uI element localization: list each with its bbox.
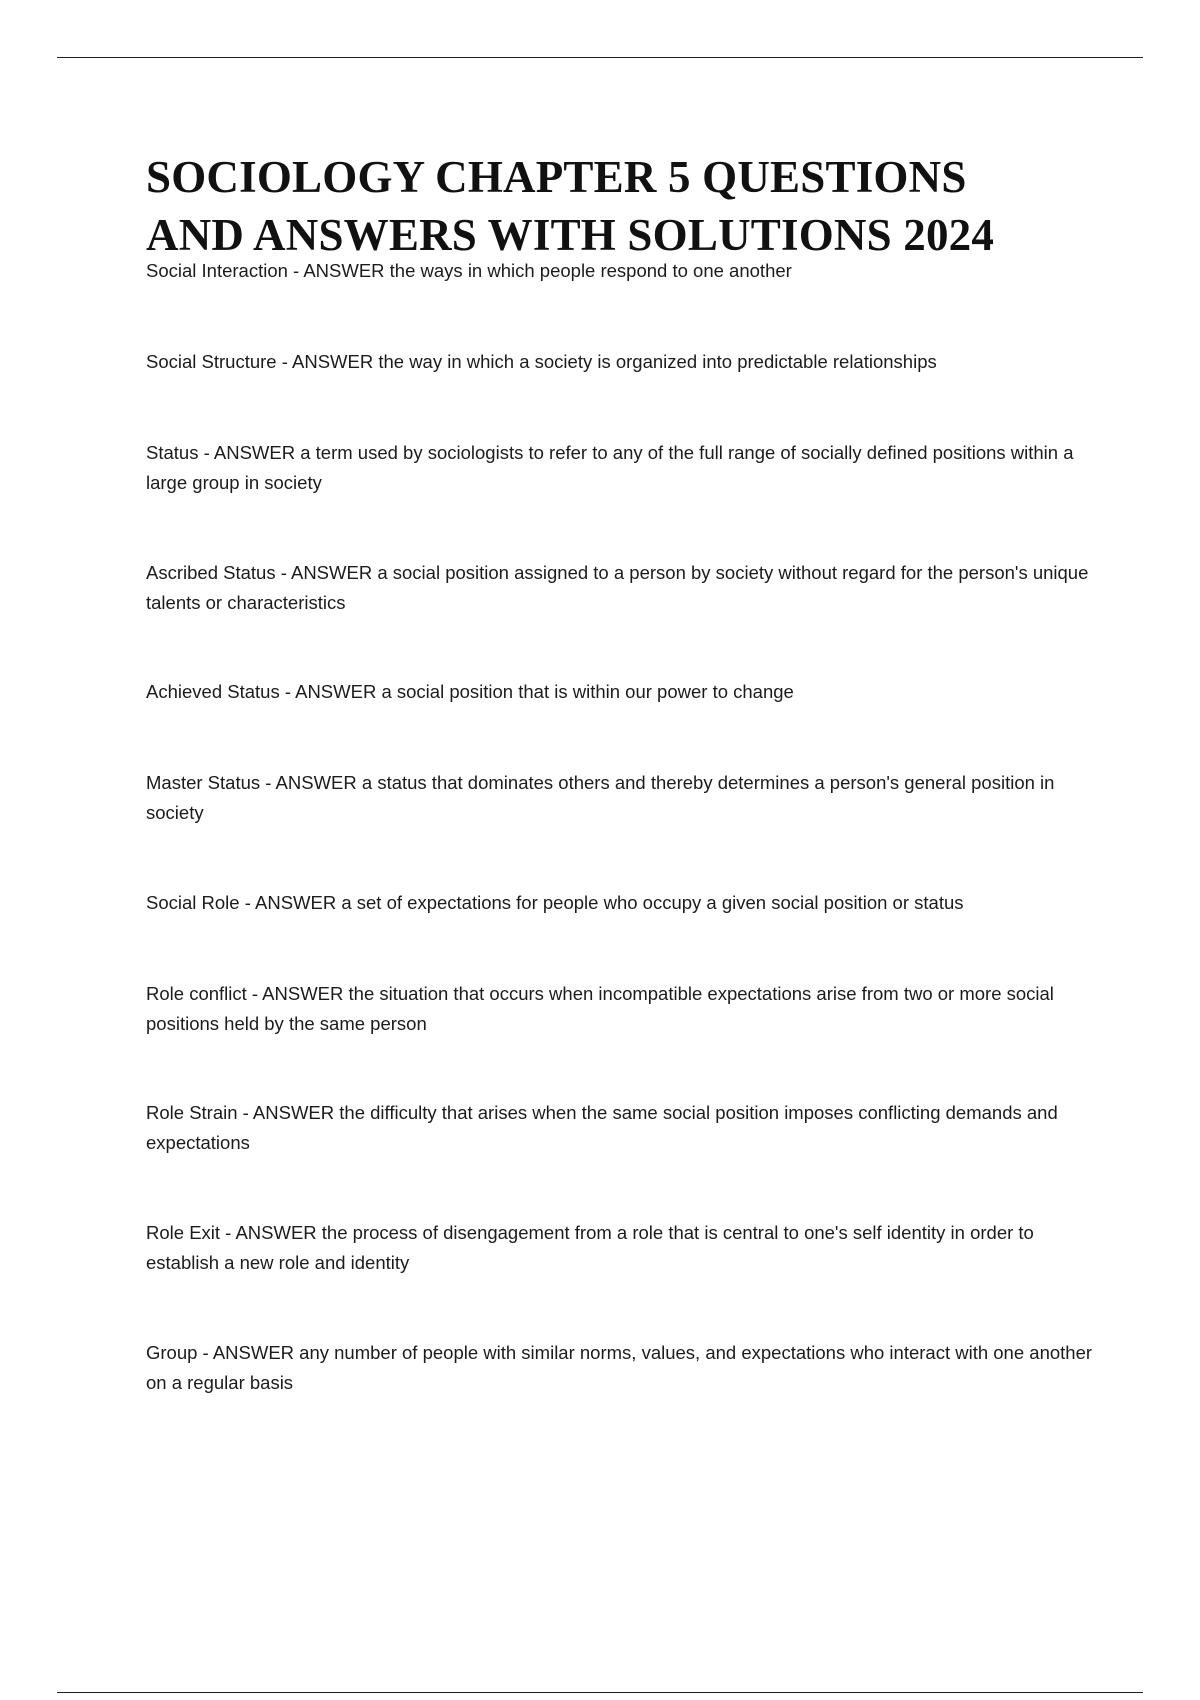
qa-item-group: Group - ANSWER any number of people with similar norms, values, and expectations who interact with one another on a regular basis (146, 1342, 1093, 1393)
document-title (146, 148, 1096, 264)
document-body (146, 148, 1096, 1393)
title-line-1: SOCIOLOGY CHAPTER 5 QUESTIONS (146, 152, 967, 202)
qa-item-social-role: Social Role - ANSWER a set of expectations for people who occupy a given social position or status (146, 892, 964, 913)
top-rule (57, 57, 1143, 58)
bottom-rule (57, 1692, 1143, 1693)
qa-item-role-conflict: Role conflict - ANSWER the situation that occurs when incompatible expectations arise from two or more social positions held by the same person (146, 983, 1054, 1034)
qa-item-achieved-status: Achieved Status - ANSWER a social position that is within our power to change (146, 681, 794, 702)
qa-item-role-exit: Role Exit - ANSWER the process of disengagement from a role that is central to one's self identity in order to establish a new role and identity (146, 1222, 1034, 1273)
title-line-2: AND ANSWERS WITH SOLUTIONS 2024 (146, 210, 995, 260)
qa-item-social-structure: Social Structure - ANSWER the way in which a society is organized into predictable relationships (146, 351, 937, 372)
qa-item-social-interaction: Social Interaction - ANSWER the ways in which people respond to one another (146, 260, 792, 281)
qa-item-status: Status - ANSWER a term used by sociologists to refer to any of the full range of socially defined positions within a large group in society (146, 442, 1074, 493)
qa-item-ascribed-status: Ascribed Status - ANSWER a social position assigned to a person by society without regard for the person's unique talents or characteristics (146, 562, 1089, 613)
qa-item-role-strain: Role Strain - ANSWER the difficulty that arises when the same social position imposes conflicting demands and expectations (146, 1102, 1058, 1153)
qa-item-master-status: Master Status - ANSWER a status that dominates others and thereby determines a person's general position in society (146, 772, 1055, 823)
